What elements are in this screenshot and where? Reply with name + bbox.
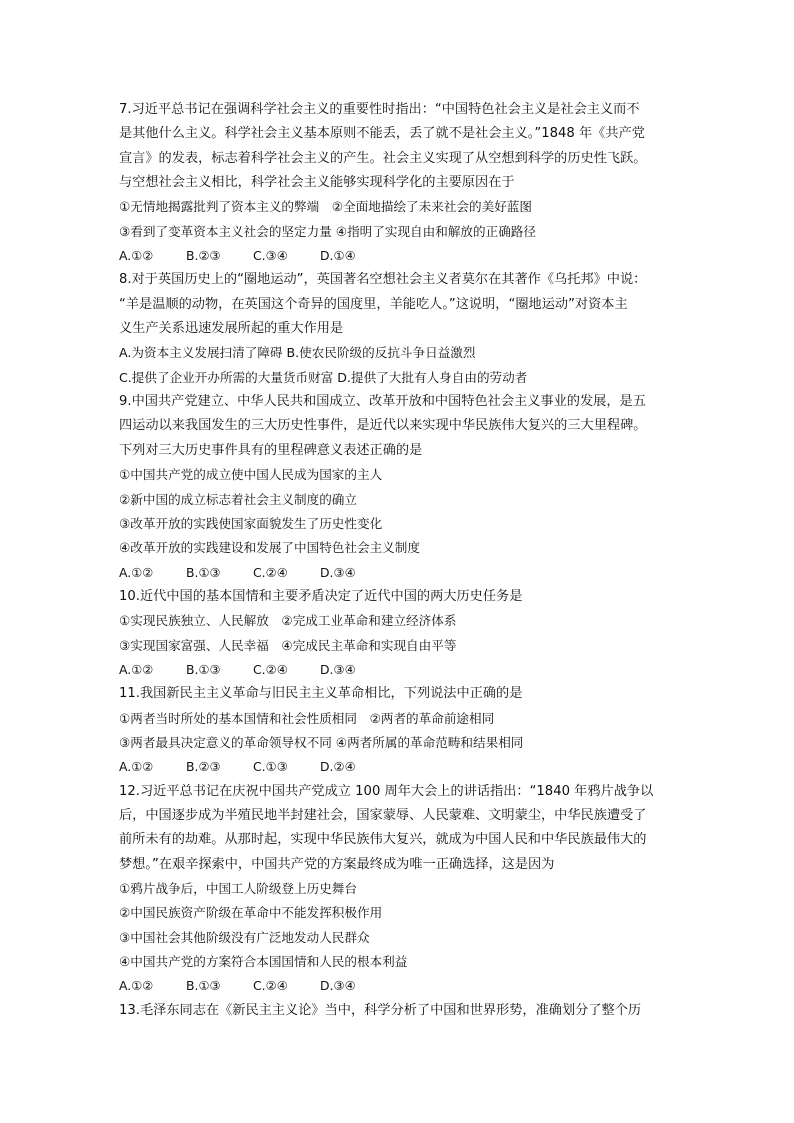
question-stem-line: 四运动以来我国发生的三大历史性事件，是近代以来实现中华民族伟大复兴的三大里程碑。 (119, 418, 647, 434)
answer-choice[interactable]: D.③④ (320, 978, 356, 994)
question-stem-line: 8.对于英国历史上的“圈地运动”，英国著名空想社会主义者莫尔在其著作《乌托邦》中说： (119, 272, 647, 288)
question-stem-line: 与空想社会主义相比，科学社会主义能够实现科学化的主要原因在于 (119, 175, 515, 191)
answer-choices (119, 561, 685, 585)
answer-choices (119, 974, 685, 998)
answer-choice[interactable]: C.③④ (253, 248, 288, 264)
answer-choice[interactable]: A.①② (119, 759, 154, 775)
question-stem-line: “羊是温顺的动物，在英国这个奇异的国度里，羊能吃人。”这说明，“圈地运动”对资本主 (119, 296, 628, 312)
option-line: ③中国社会其他阶级没有广泛地发动人民群众 (119, 929, 370, 945)
answer-choice[interactable]: C.②④ (253, 661, 288, 677)
option-line: ①中国共产党的成立使中国人民成为国家的主人 (119, 467, 383, 483)
answer-choice[interactable]: B.②③ (186, 248, 221, 264)
answer-choice[interactable]: A.①② (119, 978, 154, 994)
question-stem-line: 义生产关系迅速发展所起的重大作用是 (119, 321, 344, 337)
question-7 (119, 98, 685, 268)
answer-choice[interactable]: C.②④ (253, 978, 288, 994)
option-line: ①鸦片战争后，中国工人阶级登上历史舞台 (119, 881, 357, 896)
question-list (119, 98, 685, 1023)
option-line: ①无情地揭露批判了资本主义的弊端 ②全面地描绘了未来社会的美好蓝图 (119, 199, 532, 215)
answer-choice[interactable]: D.③④ (320, 564, 356, 580)
answer-choice[interactable]: A.①② (119, 564, 154, 580)
question-stem-line: 13.毛泽东同志在《新民主主义论》当中，科学分析了中国和世界形势，准确划分了整个历 (119, 1002, 642, 1018)
answer-choice[interactable]: D.①④ (320, 248, 356, 264)
option-line: ①实现民族独立、人民解放 ②完成工业革命和建立经济体系 (119, 613, 457, 629)
option-line: ④改革开放的实践建设和发展了中国特色社会主义制度 (119, 540, 420, 556)
question-stem-line: 是其他什么主义。科学社会主义基本原则不能丢，丢了就不是社会主义。”1848 年《共产党 (119, 126, 645, 142)
question-stem-line: 12.习近平总书记在庆祝中国共产党成立 100 周年大会上的讲话指出：“1840 年鸦片战争以 (119, 783, 654, 799)
answer-choice[interactable]: A.①② (119, 248, 154, 264)
answer-choices (119, 244, 685, 268)
answer-choice[interactable]: A.①② (119, 661, 154, 677)
question-stem-line: 梦想。”在艰辛探索中，中国共产党的方案最终成为唯一正确选择，这是因为 (119, 856, 555, 872)
option-line: ③改革开放的实践使国家面貌发生了历史性变化 (119, 515, 383, 531)
option-line: ②中国民族资产阶级在革命中不能发挥积极作用 (119, 905, 383, 921)
question-stem-line: 11.我国新民主主义革命与旧民主主义革命相比，下列说法中正确的是 (119, 686, 523, 702)
answer-choice[interactable]: C.①③ (253, 759, 288, 775)
option-line: C.提供了企业开办所需的大量货币财富 D.提供了大批有人身自由的劳动者 (119, 369, 528, 385)
answer-choices (119, 658, 685, 682)
question-10 (119, 585, 685, 682)
option-line: ③实现国家富强、人民幸福 ④完成民主革命和实现自由平等 (119, 637, 457, 653)
option-line: ②新中国的成立标志着社会主义制度的确立 (119, 491, 357, 507)
question-11 (119, 682, 685, 779)
question-8 (119, 268, 685, 390)
answer-choice[interactable]: D.③④ (320, 661, 356, 677)
question-stem-line: 宣言》的发表，标志着科学社会主义的产生。社会主义实现了从空想到科学的历史性飞跃。 (119, 150, 647, 166)
answer-choice[interactable]: D.②④ (320, 759, 356, 775)
answer-choice[interactable]: B.①③ (186, 978, 221, 994)
option-line: ④中国共产党的方案符合本国国情和人民的根本利益 (119, 954, 408, 970)
option-line: ③看到了变革资本主义社会的坚定力量 ④指明了实现自由和解放的正确路径 (119, 223, 536, 239)
answer-choice[interactable]: B.②③ (186, 759, 221, 775)
question-stem-line: 下列对三大历史事件具有的里程碑意义表述正确的是 (119, 442, 423, 458)
question-stem-line: 后，中国逐步成为半殖民地半封建社会，国家蒙辱、人民蒙难、文明蒙尘，中华民族遭受了 (119, 807, 647, 823)
question-stem-line: 10.近代中国的基本国情和主要矛盾决定了近代中国的两大历史任务是 (119, 588, 523, 604)
answer-choice[interactable]: B.①③ (186, 564, 221, 580)
question-13 (119, 999, 685, 1023)
question-stem-line: 9.中国共产党建立、中华人民共和国成立、改革开放和中国特色社会主义事业的发展，是五 (119, 394, 646, 410)
question-12 (119, 780, 685, 999)
answer-choice[interactable]: B.①③ (186, 661, 221, 677)
option-line: A.为资本主义发展扫清了障碍 B.使农民阶级的反抗斗争日益激烈 (119, 345, 476, 361)
question-9 (119, 390, 685, 585)
option-line: ①两者当时所处的基本国情和社会性质相同 ②两者的革命前途相同 (119, 710, 495, 726)
answer-choice[interactable]: C.②④ (253, 564, 288, 580)
question-stem-line: 前所未有的劫难。从那时起，实现中华民族伟大复兴，就成为中国人民和中华民族最伟大的 (119, 832, 647, 848)
answer-choices (119, 755, 685, 779)
question-stem-line: 7.习近平总书记在强调科学社会主义的重要性时指出：“中国特色社会主义是社会主义而不 (119, 102, 640, 117)
option-line: ③两者最具决定意义的革命领导权不同 ④两者所属的革命范畴和结果相同 (119, 734, 524, 750)
